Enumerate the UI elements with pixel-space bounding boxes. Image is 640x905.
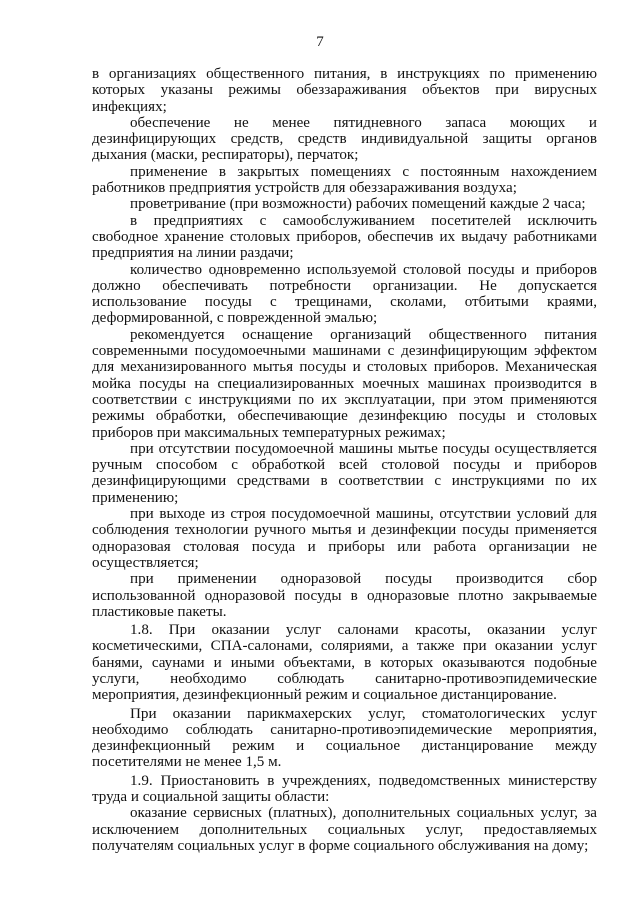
- paragraph: при отсутствии посудомоечной машины мытье посуды осуществляется ручным способом с обработкой всей столовой посуды и приборов дезинфицирующими средствами в соответствии с инструкциями по их применению;: [92, 440, 597, 506]
- paragraph: рекомендуется оснащение организаций общественного питания современными посудомоечными машинами с дезинфицирующим эффектом для механизированного мытья посуды и столовых приборов. Механическая мойка посуды на специализированных моечных машинах производится в соответствии с инструкциями по их эксплуатации, при этом применяются режимы обработки, обеспечивающие дезинфекцию посуды и столовых приборов при максимальных температурных режимах;: [92, 326, 597, 441]
- paragraph: При оказании парикмахерских услуг, стоматологических услуг необходимо соблюдать санитарно-противоэпидемические мероприятия, дезинфекционный режим и социальное дистанцирование между посетителями не менее 1,5 м.: [92, 705, 597, 771]
- paragraph: проветривание (при возможности) рабочих помещений каждые 2 часа;: [130, 196, 586, 213]
- paragraph: обеспечение не менее пятидневного запаса моющих и дезинфицирующих средств, средств индивидуальной защиты органов дыхания (маски, респираторы), перчаток;: [92, 114, 597, 164]
- paragraph: применение в закрытых помещениях с постоянным нахождением работников предприятия устройств для обеззараживания воздуха;: [92, 163, 597, 197]
- section-paragraph: 1.8. При оказании услуг салонами красоты, оказании услуг косметическими, СПА-салонами, соляриями, а также при оказании услуг банями, саунами и иными объектами, в которых оказываются подобные услуги, необходимо соблюдать санитарно-противоэпидемические мероприятия, дезинфекционный режим и социальное дистанцирование.: [92, 622, 597, 704]
- document-body: [92, 66, 597, 854]
- paragraph: в организациях общественного питания, в инструкциях по применению которых указаны режимы обеззараживания объектов при вирусных инфекциях;: [92, 66, 597, 115]
- paragraph: в предприятиях с самообслуживанием посетителей исключить свободное хранение столовых приборов, обеспечив их выдачу работниками предприятия на линии раздачи;: [92, 212, 597, 262]
- paragraph: при применении одноразовой посуды производится сбор использованной одноразовой посуды в одноразовые плотно закрываемые пластиковые пакеты.: [92, 571, 597, 620]
- paragraph: при выходе из строя посудомоечной машины, отсутствии условий для соблюдения технологии ручного мытья и дезинфекции посуды применяется одноразовая столовая посуда и приборы или работа организации не осуществляется;: [92, 506, 597, 571]
- section-paragraph: 1.9. Приостановить в учреждениях, подведомственных министерству труда и социальной защиты области:: [92, 772, 597, 806]
- paragraph: количество одновременно используемой столовой посуды и приборов должно обеспечивать потребности организации. Не допускается использование посуды с трещинами, сколами, отбитыми краями, деформированной, с поврежденной эмалью;: [92, 261, 597, 327]
- paragraph: оказание сервисных (платных), дополнительных социальных услуг, за исключением дополнительных социальных услуг, предоставляемых получателям социальных услуг в форме социального обслуживания на дому;: [92, 805, 597, 854]
- page-number: 7: [316, 34, 324, 50]
